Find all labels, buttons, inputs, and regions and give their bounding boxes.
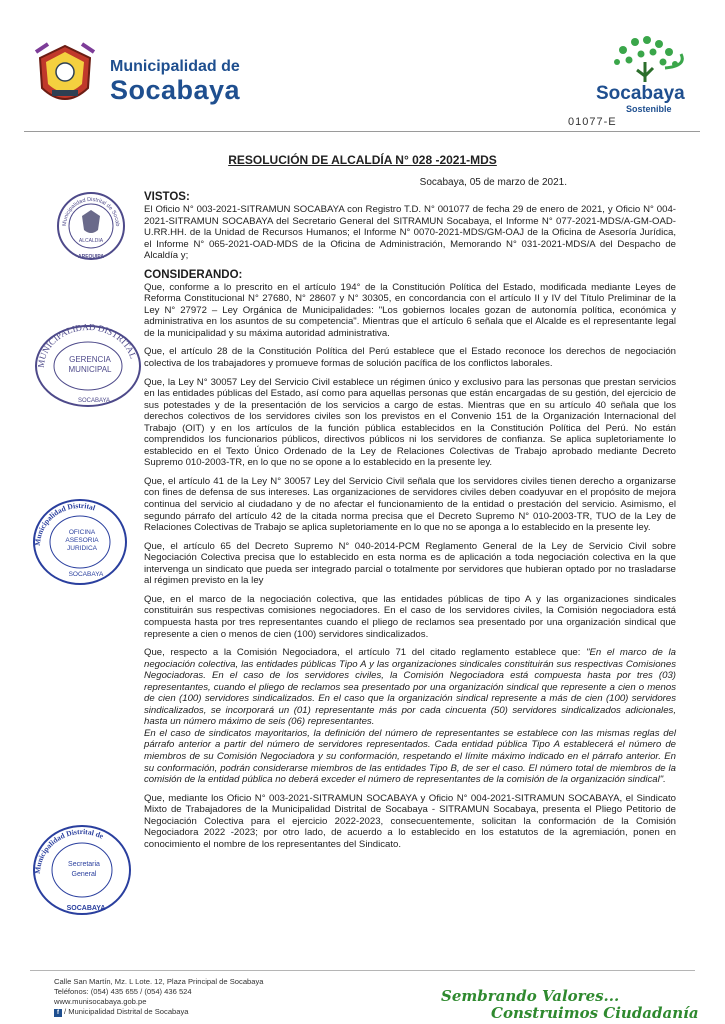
facebook-icon: f (54, 1009, 62, 1017)
secretaria-stamp-ring: Municipalidad Distrital de (32, 826, 106, 875)
quote-text: "En el marco de la negociación colectiva, las entidades públicas Tipo A y las organizaciones sindicales constituirán sus respectivas Comisiones Negociadoras. En el caso de los servidores civiles, la Comisión Negociadora está compuesta hasta por tres (03) representantes, cuando el pliego de reclamos sea presentado por una organización sindical que represente a cien o menos de cien (100) servidores sindicalizados. En el caso que la organización sindical represente a más de cien (100) servidores sindicalizados, se incorporará un (01) representante más por cada cincuenta (50) servidores sindicalizados adicionales, hasta un número máximo de seis (06) representantes. (144, 647, 676, 728)
considerando-paragraph: Que, en el marco de la negociación colectiva, que las entidades públicas de tipo A y las organizaciones sindicales constituirán sus respectivas comisiones negociadores. En el caso de los servidores civiles, la Comisión negociadora está compuesta hasta por tres representantes cuando el pliego de reclamos sea presentado por una organización sindical que represente a cien o menos de cien (100) servidores sindicalizados. (144, 593, 676, 640)
vistos-text: El Oficio N° 003-2021-SITRAMUN SOCABAYA con Registro T.D. N° 001077 de fecha 29 de enero de 2021, y Oficio N° 004-2021-SITRAMUN SOCABAYA del Secretario General del SITRAMUN Socabaya, el Informe N° 077-2021-MDS/A-GM-OAD-U.RR.HH. de la Unidad de Recursos Humanos; el Informe N° 0070-2021-MDS/GM-OAJ de la Oficina de Asesoría Jurídica, el Informe N° 065-2021-OAD-MDS de la Oficina de Administración, Memorando N° 031-2021-MDS/A del Despacho de Alcaldía y; (144, 204, 676, 262)
footer-slogan-line1: Sembrando Valores... (441, 987, 620, 1005)
footer-address: Calle San Martín, Mz. L Lote. 12, Plaza Principal de Socabaya (54, 977, 264, 986)
footer-slogan-line2: Construimos Ciudadanía (491, 1004, 699, 1022)
asesoria-stamp-center1: OFICINA (68, 529, 96, 536)
footer-phones: Teléfonos: (054) 435 655 / (054) 436 524 (54, 987, 192, 996)
gerencia-stamp-center1: GERENCIA (69, 355, 111, 364)
gerencia-stamp-bottom: SOCABAYA (77, 398, 111, 404)
considerando-heading: CONSIDERANDO: (144, 268, 243, 281)
footer-contact (54, 977, 264, 1017)
asesoria-juridica-stamp (30, 496, 130, 586)
asesoria-stamp-ring: Municipalidad Distrital (32, 500, 97, 547)
alcaldia-stamp (56, 188, 126, 264)
brand-subtitle: Sostenible (626, 104, 672, 114)
alcaldia-stamp-ring: Municipalidad Distrital de Socab (61, 196, 121, 227)
document-header (0, 0, 725, 134)
alcaldia-stamp-center: ALCALDIA (78, 238, 104, 244)
footer-social-text: / Municipalidad Distrital de Socabaya (64, 1007, 189, 1016)
brand-title: Socabaya (596, 83, 685, 104)
municipality-name (110, 58, 240, 104)
considerando-paragraph: Que, conforme a lo prescrito en el artículo 194° de la Constitución Política del Estado, modificada mediante Leyes de Reforma Constitucional N° 27680, N° 28607 y N° 30305, en concordancia con el artículo II y IV del Título Preliminar de la Ley N° 27972 – Ley Orgánica de Municipalidades: "Los gobiernos locales gozan de autonomía política, económica y administrativa en los asuntos de su competencia". Mientras que el artículo 6 señala que el Alcalde es el representante legal de la municipalidad y su máxima autoridad administrativa. (144, 281, 676, 339)
municipality-name-line1: Municipalidad de (110, 58, 240, 75)
considerando-paragraph: Que, la Ley N° 30057 Ley del Servicio Civil establece un régimen único y exclusivo para las personas que prestan servicios en las entidades públicas del Estado, así como para aquellas personas que están encargadas de su gestión, del ejercicio de sus potestades y de la presentación de los servicios a cargo de estas. Mientras que en su artículo 40 señala que los derechos colectivos de los servidores civiles son los previstos en el Convenio 151 de la Organización Internacional del Trabajo (OIT) y en los artículos de la función pública establecidos en la Constitución Política del Perú. No están comprendidos los funcionarios públicos, directivos públicos ni los servidores de confianza. Se aplica supletoriamente lo establecido en el Texto Único Ordenado de la Ley de Relaciones Colectivas de Trabajo aprobado mediante Decreto Supremo 010-2003-TR, en lo que no se opone a lo establecido en la presente ley. (144, 376, 676, 469)
quote-paragraph (144, 647, 676, 728)
gerencia-stamp-center2: MUNICIPAL (68, 365, 112, 374)
secretaria-stamp-center2: General (71, 871, 97, 878)
footer-social (54, 1007, 264, 1017)
quote-text-continued: En el caso de sindicatos mayoritarios, la definición del número de representantes se establece con las mismas reglas del párrafo anterior a partir del número de servidores representados. Cada entidad pública Tipo A establecerá el número de miembros de su Comisión Negociadora y su conformación, respetando el límite máximo indicado en el párrafo anterior. En su conformación, podrán considerarse miembros de las entidades Tipo B, de ser el caso. El número total de miembros de la comisión de la entidad pública no deberá exceder el número de representantes de la comisión de la organización sindical". (144, 727, 676, 786)
asesoria-stamp-bottom: SOCABAYA (68, 571, 104, 578)
alcaldia-stamp-bottom: AREQUIPA (77, 254, 105, 260)
considerando-paragraph: Que, el artículo 41 de la Ley N° 30057 Ley del Servicio Civil señala que los servidores civiles tienen derecho a organizarse con fines de defensa de sus intereses. Las organizaciones de servidores civiles deben coadyuvar en el propósito de mejora continua del servicio al ciudadano y de no afectar el funcionamiento de la entidad o prestación del servicio. Asimismo, el segundo párrafo del artículo 42 de la citada norma precisa que el Decreto Supremo N° 010-2003-TR, TUO de la Ley de Relaciones Colectivas de Trabajo se aplica supletoriamente en lo que no se aponga a lo establecido en la presente ley. (144, 475, 676, 534)
considerando-paragraph: Que, el artículo 28 de la Constitución Política del Perú establece que el Estado reconoce los derechos de negociación colectiva de los trabajadores y promueve formas de solución pacífica de los conflictos laborales. (144, 346, 676, 370)
considerando-paragraph: Que, el artículo 65 del Decreto Supremo N° 040-2014-PCM Reglamento General de la Ley de Servicio Civil sobre Negociación Colectiva precisa que lo establecido en esta norma es de aplicación a toda negociación colectiva en la que intervenga un sindicato que pueda ser integrado parcial o totalmente por servidores que hubieran optado por no trasladarse al régimen previsto en la ley (144, 540, 676, 587)
last-paragraph: Que, mediante los Oficio N° 003-2021-SITRAMUN SOCABAYA y Oficio N° 004-2021-SITRAMUN SOCABAYA, el Sindicato Mixto de Trabajadores de la Municipalidad Distrital de Socabaya - SITRAMUN Socabaya, presenta el Pliego Petitorio de Negociación Colectiva para el ejercicio 2022-2023, consecuentemente, solicitan la conformación de la Comisión Negociadora 2022 -2023; por otro lado, de acuerdo a lo establecido en los estatutos de la agremiación, ponen en conocimiento el nombre de los representantes del Sindicato. (144, 792, 676, 850)
asesoria-stamp-center3: JURIDICA (67, 545, 97, 552)
gerencia-stamp-ring: MUNICIPALIDAD DISTRITAL (35, 321, 139, 369)
quote-intro: Que, respecto a la Comisión Negociadora, el artículo 71 del citado reglamento establece que: (144, 647, 587, 659)
header-divider (24, 131, 700, 132)
footer-divider (30, 970, 695, 971)
vistos-heading: VISTOS: (144, 191, 190, 203)
resolution-body (144, 191, 676, 857)
municipality-name-line2: Socabaya (110, 75, 241, 105)
footer-website: www.munisocabaya.gob.pe (54, 997, 147, 1006)
municipal-crest-icon (32, 40, 98, 112)
document-code: 01077-E (568, 116, 617, 128)
asesoria-stamp-center2: ASESORIA (65, 537, 99, 544)
secretaria-stamp-bottom: SOCABAYA (66, 905, 106, 912)
gerencia-stamp (30, 316, 146, 408)
resolution-date: Socabaya, 05 de marzo de 2021. (419, 177, 567, 188)
secretaria-general-stamp (30, 820, 134, 916)
resolution-title: RESOLUCIÓN DE ALCALDÍA N° 028 -2021-MDS (228, 153, 497, 167)
secretaria-stamp-center1: Secretaria (68, 861, 100, 868)
